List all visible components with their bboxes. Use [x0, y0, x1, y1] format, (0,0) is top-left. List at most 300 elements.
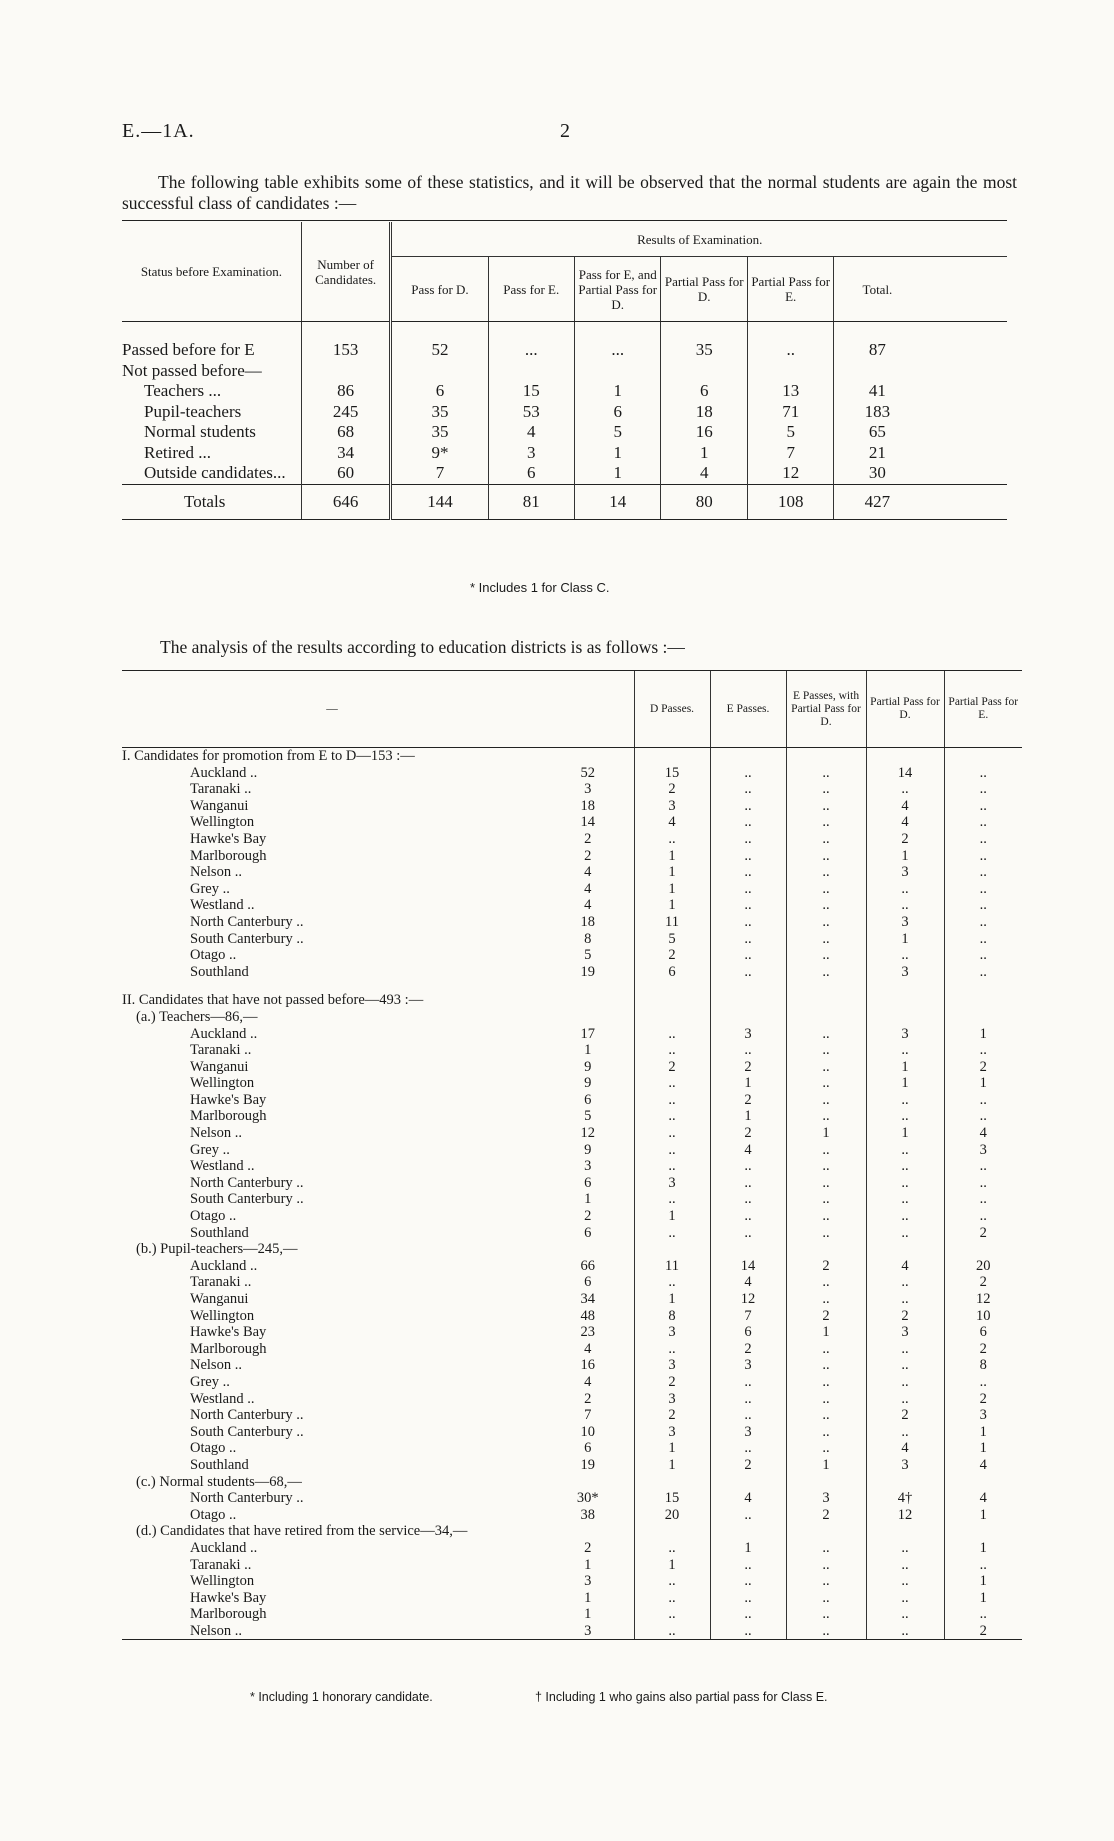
- district-label: North Canterbury ..: [190, 1174, 304, 1191]
- district-label: Westland ..: [190, 1158, 255, 1175]
- cell-ep: ..: [786, 1407, 866, 1424]
- cell-blank: [920, 402, 1007, 423]
- row-label: Retired ...: [144, 442, 212, 462]
- cell-d: 3: [634, 1324, 710, 1341]
- table-row: [122, 402, 1007, 423]
- count-cell: 6: [584, 1091, 592, 1108]
- blank-cell: [542, 1474, 634, 1491]
- count-cell: 2: [584, 1539, 592, 1556]
- blank-cell: [944, 1241, 1022, 1258]
- cell-d: ..: [634, 1606, 710, 1623]
- district-label: North Canterbury ..: [190, 1490, 304, 1507]
- cell-pd: ..: [866, 1208, 944, 1225]
- district-row: [122, 1424, 1022, 1441]
- cell-pe: 1: [944, 1075, 1022, 1092]
- cell-e: ..: [710, 931, 786, 948]
- cell-pd: ..: [866, 1092, 944, 1109]
- district-name: [122, 798, 542, 815]
- count-cell: 5: [584, 947, 592, 964]
- count-cell: 2: [584, 847, 592, 864]
- district-row: [122, 1507, 1022, 1524]
- count-cell: 23: [580, 1324, 595, 1341]
- cell-num: [301, 361, 391, 382]
- district-row: [122, 1291, 1022, 1308]
- cell-ep: ..: [786, 831, 866, 848]
- cell-pd: 7: [391, 463, 488, 484]
- cell-d: 3: [634, 1424, 710, 1441]
- table1-body: [122, 322, 1007, 520]
- district-label: Wellington: [190, 1307, 255, 1324]
- count-cell: 3: [584, 781, 592, 798]
- cell-e: ..: [710, 1175, 786, 1192]
- cell-pe: ..: [944, 1175, 1022, 1192]
- district-label: Auckland ..: [190, 1539, 258, 1556]
- district-row: [122, 1142, 1022, 1159]
- count-cell: 5: [584, 1108, 592, 1125]
- district-name: [122, 914, 542, 931]
- blank-cell: [786, 1009, 866, 1026]
- blank-cell: [786, 992, 866, 1009]
- col-pass-e-partial-header: Pass for E, and Partial Pass for D.: [574, 257, 660, 322]
- district-row: [122, 914, 1022, 931]
- district-name: [122, 881, 542, 898]
- cell-ep: ..: [786, 1026, 866, 1043]
- cell-d: 6: [634, 964, 710, 981]
- cell-pe: ..: [944, 914, 1022, 931]
- cell-ppd: 6: [661, 381, 747, 402]
- cell-d: 1: [634, 1291, 710, 1308]
- cell-pd: ..: [866, 881, 944, 898]
- cell-ep: ..: [786, 798, 866, 815]
- intro-paragraph: The following table exhibits some of these statistics, and it will be observed that the normal students are again the most successful class of candidates :—: [122, 172, 1017, 213]
- cell-d: 1: [634, 1457, 710, 1474]
- district-label: Nelson ..: [190, 1622, 242, 1639]
- cell-e: ..: [710, 864, 786, 881]
- cell-pe: ..: [944, 1092, 1022, 1109]
- district-label: Marlborough: [190, 1108, 267, 1125]
- cell-pd: ..: [866, 1042, 944, 1059]
- col-e-passes-header: E Passes.: [710, 671, 786, 748]
- cell-e: ..: [710, 897, 786, 914]
- district-row: [122, 964, 1022, 981]
- table2-body: [122, 748, 1022, 1640]
- cell-pd: 3: [866, 1324, 944, 1341]
- district-name: [122, 1042, 542, 1059]
- district-name: [122, 1059, 542, 1076]
- blank-cell: [866, 1009, 944, 1026]
- count-cell: 3: [584, 1573, 592, 1590]
- cell-ppe: 12: [747, 463, 833, 484]
- subsection-heading-row: [122, 1009, 1022, 1026]
- cell-d: 5: [634, 931, 710, 948]
- count-cell: 9: [584, 1141, 592, 1158]
- subsection-heading: (c.) Normal students—68,—: [136, 1473, 302, 1490]
- blank-cell: [710, 992, 786, 1009]
- district-name: [122, 1424, 542, 1441]
- cell-num: 34: [301, 443, 391, 464]
- cell-pd: 4: [866, 1440, 944, 1457]
- district-name: [122, 1573, 542, 1590]
- row-label: Teachers ...: [144, 381, 222, 400]
- district-label: Wanganui: [190, 1058, 249, 1075]
- district-label: North Canterbury ..: [190, 1407, 304, 1424]
- totals-label: Totals: [122, 484, 301, 519]
- cell-e: ..: [710, 964, 786, 981]
- cell-pd: ..: [866, 781, 944, 798]
- district-row: [122, 864, 1022, 881]
- cell-e: 2: [710, 1341, 786, 1358]
- district-label: Westland ..: [190, 897, 255, 914]
- cell-e: ..: [710, 814, 786, 831]
- cell-pe: ..: [944, 781, 1022, 798]
- blank-cell: [634, 1523, 710, 1540]
- cell-pd: ..: [866, 947, 944, 964]
- cell-e: ..: [710, 781, 786, 798]
- subsection-heading: (a.) Teachers—86,—: [136, 1008, 258, 1025]
- cell-ppd: [661, 361, 747, 382]
- table-row: [122, 361, 1007, 382]
- district-label: Otago ..: [190, 1440, 237, 1457]
- district-label: Taranaki ..: [190, 781, 252, 798]
- cell-ep: 1: [786, 1457, 866, 1474]
- blank-cell: [786, 1523, 866, 1540]
- cell-ep: ..: [786, 1291, 866, 1308]
- blank-cell: [542, 992, 634, 1009]
- district-name: [122, 1175, 542, 1192]
- col-partial-e-header: Partial Pass for E.: [944, 671, 1022, 748]
- district-row: [122, 1191, 1022, 1208]
- district-label: Wanganui: [190, 797, 249, 814]
- cell-ep: ..: [786, 964, 866, 981]
- district-name: [122, 814, 542, 831]
- totals-pep: 14: [574, 484, 660, 519]
- col-status-header: Status before Examination.: [122, 222, 301, 322]
- cell-pd: ..: [866, 1341, 944, 1358]
- cell-pe: 1: [944, 1590, 1022, 1607]
- subsection-heading-row: [122, 1474, 1022, 1491]
- district-row: [122, 1623, 1022, 1640]
- cell-d: 2: [634, 1374, 710, 1391]
- cell-pep: 5: [574, 422, 660, 443]
- cell-e: ..: [710, 914, 786, 931]
- cell-pe: 3: [488, 443, 574, 464]
- cell-pe: ..: [944, 798, 1022, 815]
- district-row: [122, 1540, 1022, 1557]
- district-label: Taranaki ..: [190, 1274, 252, 1291]
- cell-d: 1: [634, 881, 710, 898]
- district-row: [122, 897, 1022, 914]
- cell-ep: ..: [786, 1424, 866, 1441]
- cell-d: 1: [634, 864, 710, 881]
- spacer-cell: [944, 980, 1022, 992]
- cell-pe: 1: [944, 1540, 1022, 1557]
- count-cell: 10: [580, 1423, 595, 1440]
- district-label: Grey ..: [190, 1373, 230, 1390]
- count-cell: 4: [584, 1340, 592, 1357]
- cell-blank: [920, 361, 1007, 382]
- district-name: [122, 1407, 542, 1424]
- district-label: Southland: [190, 1224, 249, 1241]
- cell-e: 7: [710, 1308, 786, 1325]
- cell-e: 4: [710, 1490, 786, 1507]
- cell-pe: 20: [944, 1258, 1022, 1275]
- cell-e: ..: [710, 1606, 786, 1623]
- district-label: Otago ..: [190, 1208, 237, 1225]
- analysis-intro: The analysis of the results according to education districts is as follows :—: [160, 637, 685, 657]
- cell-ep: ..: [786, 1391, 866, 1408]
- district-row: [122, 1374, 1022, 1391]
- cell-blank: [920, 484, 1007, 519]
- count-cell: 6: [584, 1440, 592, 1457]
- district-label: Marlborough: [190, 847, 267, 864]
- cell-pd: 2: [866, 1308, 944, 1325]
- cell-pd: ..: [866, 1391, 944, 1408]
- district-name: [122, 1075, 542, 1092]
- cell-pep: ...: [574, 340, 660, 361]
- district-label: Grey ..: [190, 1141, 230, 1158]
- cell-pe: 2: [944, 1623, 1022, 1640]
- district-row: [122, 1457, 1022, 1474]
- page-number: 2: [560, 120, 570, 142]
- cell-ep: ..: [786, 1208, 866, 1225]
- district-name: [122, 964, 542, 981]
- cell-ep: ..: [786, 1374, 866, 1391]
- report-code: E.—1A.: [122, 120, 195, 142]
- blank-cell: [634, 1009, 710, 1026]
- cell-ep: ..: [786, 1191, 866, 1208]
- district-label: South Canterbury ..: [190, 1191, 304, 1208]
- count-cell: 7: [584, 1407, 592, 1424]
- district-label: Hawke's Bay: [190, 1091, 267, 1108]
- section-heading-row: [122, 992, 1022, 1009]
- table-row: [122, 443, 1007, 464]
- district-name: [122, 1457, 542, 1474]
- cell-ep: ..: [786, 1440, 866, 1457]
- cell-pd: ..: [866, 1274, 944, 1291]
- cell-pep: 1: [574, 443, 660, 464]
- cell-ep: ..: [786, 765, 866, 782]
- cell-d: ..: [634, 1341, 710, 1358]
- district-name: [122, 765, 542, 782]
- count-cell: 14: [580, 814, 595, 831]
- cell-d: 1: [634, 1440, 710, 1457]
- cell-ppd: 18: [661, 402, 747, 423]
- district-name: [122, 1225, 542, 1242]
- cell-d: 4: [634, 814, 710, 831]
- district-label: Taranaki ..: [190, 1556, 252, 1573]
- cell-pd: ..: [866, 1590, 944, 1607]
- cell-pe: 4: [944, 1457, 1022, 1474]
- count-cell: 1: [584, 1191, 592, 1208]
- cell-pe: ..: [944, 814, 1022, 831]
- cell-pe: 12: [944, 1291, 1022, 1308]
- blank-cell: [710, 1241, 786, 1258]
- count-cell: 2: [584, 1208, 592, 1225]
- count-cell: 1: [584, 1556, 592, 1573]
- district-label: Hawke's Bay: [190, 830, 267, 847]
- cell-d: ..: [634, 1158, 710, 1175]
- district-row: [122, 1175, 1022, 1192]
- cell-pd: 6: [391, 381, 488, 402]
- cell-pd: ..: [866, 1291, 944, 1308]
- cell-pd: 1: [866, 1075, 944, 1092]
- cell-e: ..: [710, 1208, 786, 1225]
- cell-ppe: 7: [747, 443, 833, 464]
- cell-num: 60: [301, 463, 391, 484]
- cell-d: 3: [634, 1357, 710, 1374]
- blank-cell: [634, 1474, 710, 1491]
- cell-e: 2: [710, 1092, 786, 1109]
- cell-pe: ..: [944, 1557, 1022, 1574]
- cell-d: ..: [634, 1026, 710, 1043]
- blank-cell: [542, 1523, 634, 1540]
- cell-pd: 9*: [391, 443, 488, 464]
- district-label: Hawke's Bay: [190, 1589, 267, 1606]
- count-cell: 6: [584, 1174, 592, 1191]
- cell-d: 3: [634, 798, 710, 815]
- cell-e: 2: [710, 1457, 786, 1474]
- count-cell: 18: [580, 797, 595, 814]
- district-name: [122, 1274, 542, 1291]
- district-name: [122, 1357, 542, 1374]
- cell-pd: [391, 361, 488, 382]
- cell-e: ..: [710, 1557, 786, 1574]
- district-row: [122, 1573, 1022, 1590]
- district-row: [122, 781, 1022, 798]
- cell-ep: ..: [786, 1606, 866, 1623]
- cell-d: ..: [634, 1075, 710, 1092]
- cell-e: 3: [710, 1357, 786, 1374]
- table2-footnote-1: * Including 1 honorary candidate.: [250, 1690, 433, 1704]
- col-e-passes-partial-header: E Passes, with Partial Pass for D.: [786, 671, 866, 748]
- district-name: [122, 1324, 542, 1341]
- cell-pe: [488, 361, 574, 382]
- cell-pep: 1: [574, 381, 660, 402]
- spacer-cell: [866, 980, 944, 992]
- cell-d: ..: [634, 1042, 710, 1059]
- district-label: Nelson ..: [190, 1125, 242, 1142]
- count-cell: 19: [580, 963, 595, 980]
- blank-cell: [866, 1241, 944, 1258]
- cell-pe: ..: [944, 881, 1022, 898]
- cell-pd: 4: [866, 1258, 944, 1275]
- col-pass-e-header: Pass for E.: [488, 257, 574, 322]
- cell-pd: 3: [866, 964, 944, 981]
- col-partial-d-header: Partial Pass for D.: [866, 671, 944, 748]
- section-heading-row: [122, 748, 1022, 765]
- cell-ep: ..: [786, 914, 866, 931]
- col-results-header: Results of Examination.: [391, 222, 1007, 257]
- table2-footnote-2: † Including 1 who gains also partial pass for Class E.: [535, 1690, 828, 1704]
- cell-total: 41: [834, 381, 920, 402]
- count-cell: 9: [584, 1075, 592, 1092]
- cell-total: 30: [834, 463, 920, 484]
- cell-pd: ..: [866, 1623, 944, 1640]
- cell-pd: 4: [866, 814, 944, 831]
- cell-pe: 4: [944, 1125, 1022, 1142]
- cell-d: 2: [634, 1059, 710, 1076]
- district-row: [122, 1440, 1022, 1457]
- cell-e: ..: [710, 848, 786, 865]
- cell-ppe: 13: [747, 381, 833, 402]
- district-row: [122, 1208, 1022, 1225]
- blank-cell: [710, 1523, 786, 1540]
- district-row: [122, 1125, 1022, 1142]
- district-name: [122, 1540, 542, 1557]
- count-cell: 30*: [576, 1490, 599, 1507]
- cell-ep: ..: [786, 1108, 866, 1125]
- district-name: [122, 1557, 542, 1574]
- table1-footnote: * Includes 1 for Class C.: [470, 580, 610, 595]
- district-row: [122, 798, 1022, 815]
- count-cell: 6: [584, 1274, 592, 1291]
- cell-pe: ..: [944, 947, 1022, 964]
- district-name: [122, 1440, 542, 1457]
- cell-pe: ..: [944, 897, 1022, 914]
- count-cell: 12: [580, 1125, 595, 1142]
- cell-pe: ...: [488, 340, 574, 361]
- district-analysis-table: [122, 670, 1022, 1640]
- count-cell: 18: [580, 913, 595, 930]
- count-cell: 19: [580, 1456, 595, 1473]
- cell-d: ..: [634, 1142, 710, 1159]
- spacer-cell: [542, 980, 634, 992]
- count-cell: 52: [580, 764, 595, 781]
- cell-pe: ..: [944, 864, 1022, 881]
- section-heading: II. Candidates that have not passed before—493 :—: [122, 992, 424, 1009]
- cell-pep: 1: [574, 463, 660, 484]
- cell-pep: [574, 361, 660, 382]
- cell-e: 2: [710, 1125, 786, 1142]
- cell-ep: ..: [786, 848, 866, 865]
- count-cell: 8: [584, 930, 592, 947]
- district-label: Wanganui: [190, 1291, 249, 1307]
- cell-pd: 35: [391, 402, 488, 423]
- col-pass-d-header: Pass for D.: [391, 257, 488, 322]
- cell-e: 1: [710, 1075, 786, 1092]
- blank-cell: [542, 1241, 634, 1258]
- district-name: [122, 1308, 542, 1325]
- district-name: [122, 1606, 542, 1623]
- cell-ep: ..: [786, 1274, 866, 1291]
- cell-e: ..: [710, 1407, 786, 1424]
- cell-pe: 2: [944, 1391, 1022, 1408]
- cell-pd: 52: [391, 340, 488, 361]
- totals-row: [122, 484, 1007, 519]
- district-row: [122, 1606, 1022, 1623]
- district-name: [122, 931, 542, 948]
- cell-pep: 6: [574, 402, 660, 423]
- district-row: [122, 1590, 1022, 1607]
- cell-pd: 2: [866, 1407, 944, 1424]
- district-row: [122, 1258, 1022, 1275]
- district-label: Auckland ..: [190, 1257, 258, 1274]
- cell-ep: ..: [786, 1059, 866, 1076]
- district-label: Nelson ..: [190, 1357, 242, 1374]
- row-label: Outside candidates...: [144, 463, 286, 482]
- district-name: [122, 1092, 542, 1109]
- cell-pd: 4†: [866, 1490, 944, 1507]
- cell-total: [834, 361, 920, 382]
- count-cell: 4: [584, 880, 592, 897]
- district-row: [122, 1274, 1022, 1291]
- cell-e: ..: [710, 1623, 786, 1640]
- district-label: Marlborough: [190, 1340, 267, 1357]
- totals-ppe: 108: [747, 484, 833, 519]
- cell-blank: [920, 463, 1007, 484]
- district-row: [122, 947, 1022, 964]
- cell-d: ..: [634, 1274, 710, 1291]
